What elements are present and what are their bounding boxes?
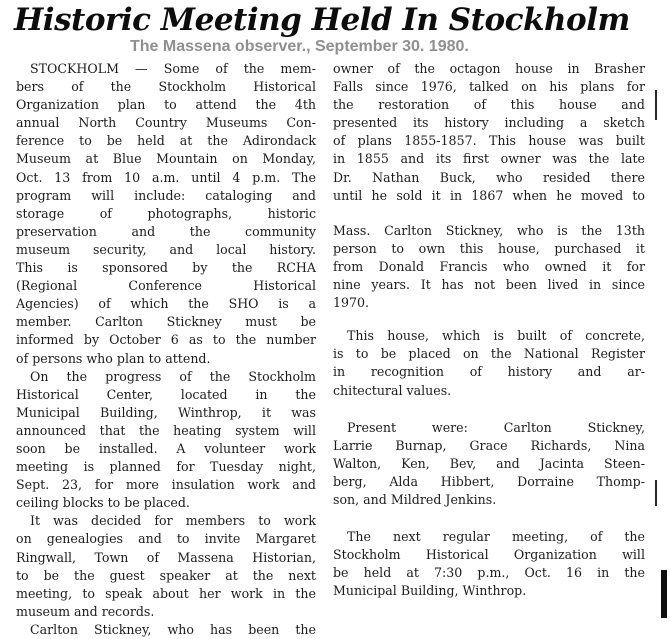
scan-edge-bar (661, 570, 667, 618)
text-line: informed by October 6 as to the number (16, 332, 316, 348)
paragraph-gap (333, 400, 645, 419)
text-line: is to be placed on the National Register (333, 346, 645, 362)
text-line: This is sponsored by the RCHA (16, 260, 316, 276)
text-line: annual North Country Museums Con- (16, 115, 316, 131)
text-line: of plans 1855-1857. This house was built (333, 133, 645, 149)
text-line: Walton, Ken, Bev, and Jacinta Steen- (333, 455, 645, 471)
text-line: Agencies) of which the SHO is a (16, 296, 316, 312)
text-line: meeting is planned for Tuesday night, (16, 459, 316, 475)
paragraph-next-meeting (333, 528, 645, 600)
text-line: Stockholm Historical Organization will (333, 547, 645, 563)
text-line: Carlton Stickney, who has been the (30, 621, 316, 637)
text-line: preservation and the community (16, 223, 316, 239)
text-line: chitectural values. (333, 382, 452, 398)
paragraph-ownership (333, 222, 645, 312)
text-line: museum security, and local history. (16, 241, 316, 257)
text-line: in recognition of history and ar- (333, 364, 645, 380)
text-line: Oct. 13 from 10 a.m. until 4 p.m. The (16, 169, 316, 185)
paragraph-national-register (333, 327, 645, 399)
text-line: Sept. 23, for more insulation work and (16, 477, 316, 493)
text-line: Dr. Nathan Buck, who resided there (333, 169, 645, 185)
text-line: berg, Alda Hibbert, Dorraine Thomp- (333, 473, 645, 489)
text-line: Larrie Burnap, Grace Richards, Nina (333, 437, 645, 453)
article-column-left (16, 60, 316, 639)
text-line: Museum at Blue Mountain on Monday, (16, 151, 316, 167)
text-line: nine years. It has not been lived in since (333, 277, 645, 293)
text-line: This house, which is built of concrete, (347, 328, 645, 344)
text-line: Mass. Carlton Stickney, who is the 13th (333, 222, 645, 238)
text-line: member. Carlton Stickney must be (16, 314, 316, 330)
text-line: the restoration of this house and (333, 97, 645, 113)
text-line: ference to be held at the Adirondack (16, 133, 316, 149)
paragraph-attendees (333, 419, 645, 509)
text-line: son, and Mildred Jenkins. (333, 491, 497, 507)
text-line: soon be installed. A volunteer work (16, 440, 316, 456)
text-line: STOCKHOLM — Some of the mem- (30, 61, 316, 76)
scan-edge-mark (655, 480, 657, 506)
text-line: (Regional Conference Historical (16, 278, 316, 294)
text-line: bers of the Stockholm Historical (16, 79, 316, 95)
text-line: It was decided for members to work (30, 513, 316, 529)
text-line: ceiling blocks to be placed. (16, 495, 190, 511)
text-line: Present were: Carlton Stickney, (347, 419, 645, 435)
text-line: on genealogies and to invite Margaret (16, 531, 316, 547)
text-line: The next regular meeting, of the (347, 529, 645, 545)
text-line: in 1855 and its first owner was the late (333, 151, 645, 167)
text-line: from Donald Francis who owned it for (333, 258, 645, 274)
article-headline: Historic Meeting Held In Stockholm (14, 2, 630, 38)
text-line: program will include: cataloging and (16, 187, 316, 203)
text-line: presented its history including a sketch (333, 115, 645, 131)
text-line: meeting, to speak about her work in the (16, 585, 316, 601)
paragraph-gap (333, 205, 645, 222)
text-line: museum and records. (16, 603, 155, 619)
text-line: Organization plan to attend the 4th (16, 97, 316, 113)
article-column-right (333, 60, 645, 600)
text-line: storage of photographs, historic (16, 205, 316, 221)
text-line: person to own this house, purchased it (333, 240, 645, 256)
text-line: On the progress of the Stockholm (30, 368, 316, 384)
text-line: announced that the heating system will (16, 422, 316, 438)
paragraph-gap (333, 312, 645, 327)
text-line: Municipal Building, Winthrop, it was (16, 404, 316, 420)
scan-edge-mark (655, 90, 657, 120)
text-line: to be the guest speaker at the next (16, 567, 316, 583)
text-line: be held at 7:30 p.m., Oct. 16 in the (333, 565, 645, 581)
paragraph-octagon-house (333, 60, 645, 205)
text-line: owner of the octagon house in Brasher (333, 61, 645, 76)
text-line: of persons who plan to attend. (16, 350, 211, 366)
text-line: Historical Center, located in the (16, 386, 316, 402)
text-line: until he sold it in 1867 when he moved to (333, 187, 645, 203)
text-line: Falls since 1976, talked on his plans for (333, 79, 645, 95)
text-line: Ringwall, Town of Massena Historian, (16, 549, 316, 565)
paragraph-gap (333, 509, 645, 528)
source-caption: The Massena observer., September 30. 1980. (130, 38, 469, 55)
text-line: 1970. (333, 295, 370, 311)
text-line: Municipal Building, Winthrop. (333, 583, 527, 599)
